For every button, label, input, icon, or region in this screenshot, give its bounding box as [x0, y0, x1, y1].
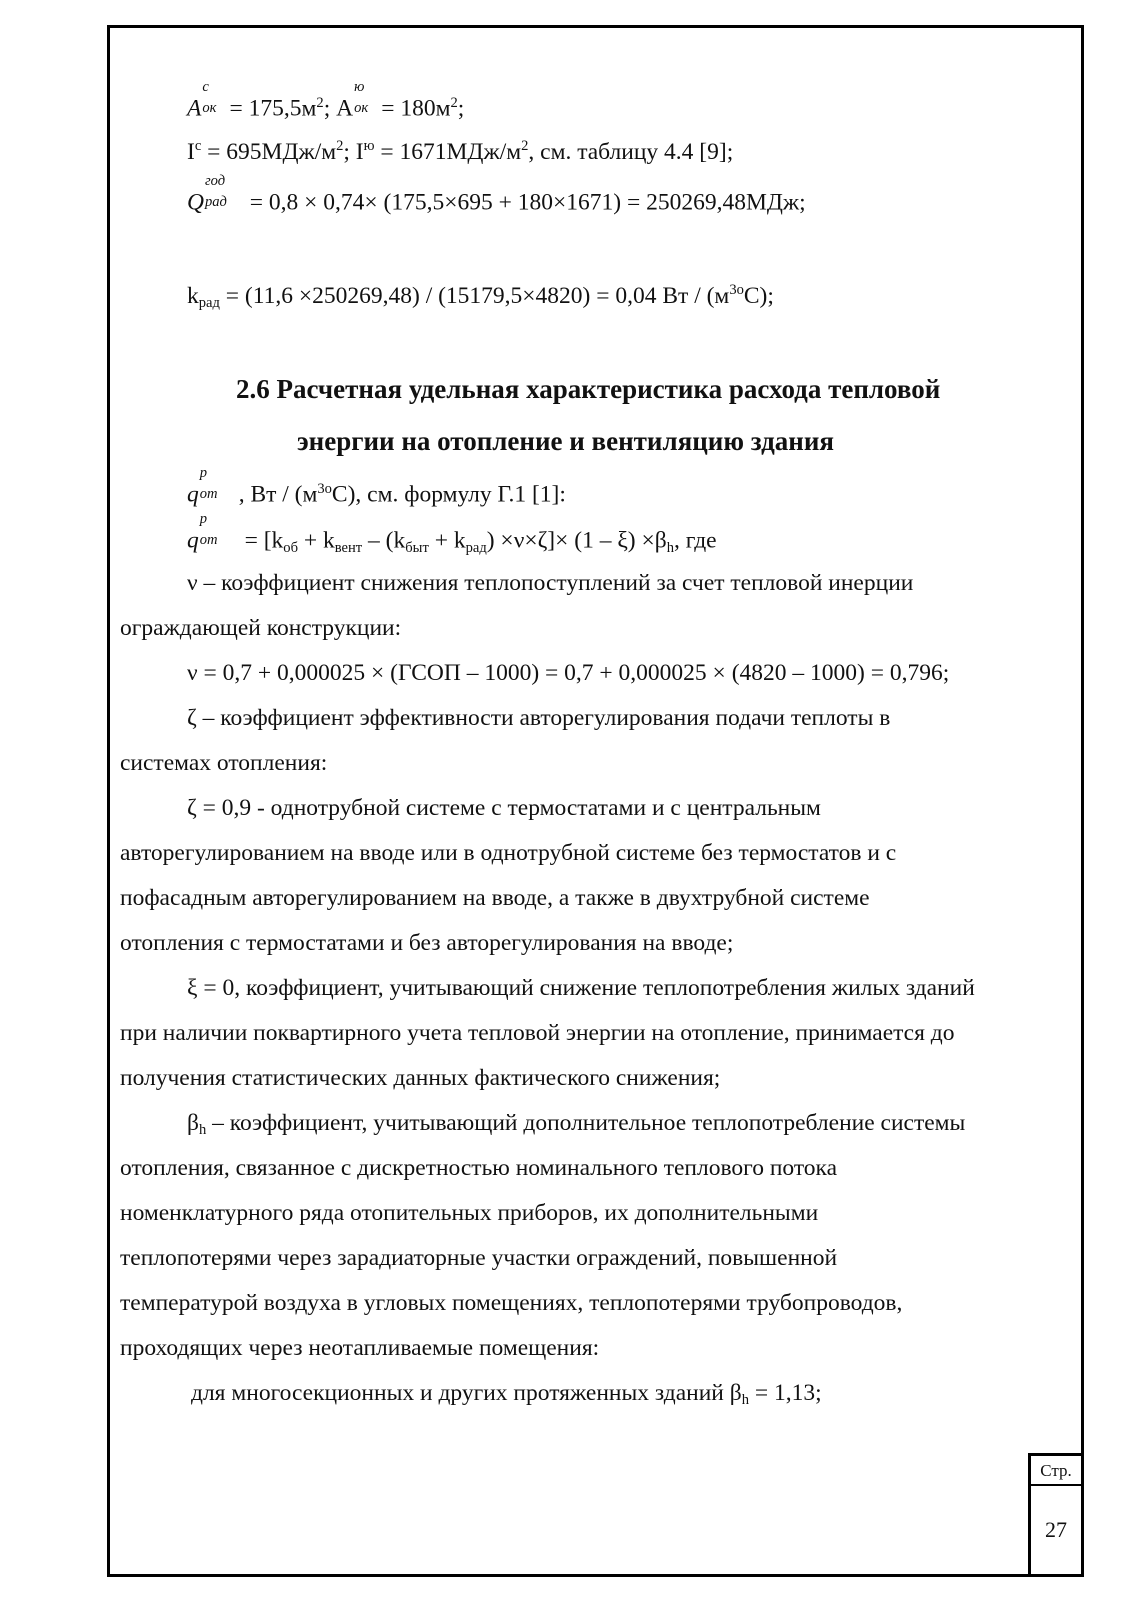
- beta-sub: h: [666, 539, 674, 556]
- q-ot-units-b: С), см. формулу Г.1 [1]:: [331, 481, 566, 508]
- zeta-value-line-4: отопления с термостатами и без авторегулирования на вводе;: [120, 930, 734, 956]
- q-ot-sub: от: [199, 486, 218, 502]
- q-ot-symbol: q: [187, 481, 199, 508]
- irradiance-formula: [187, 138, 733, 166]
- nu-definition-line-1: ν – коэффициент снижения теплопоступлений за счет тепловой инерции: [187, 570, 914, 596]
- q-ot-sub: от: [199, 532, 218, 548]
- nu-calculation: ν = 0,7 + 0,000025 × (ГСОП – 1000) = 0,7 + 0,000025 × (4820 – 1000) = 0,796;: [187, 660, 950, 686]
- beta-value-sub: h: [741, 1392, 749, 1409]
- beta-line-1-text: – коэффициент, учитывающий дополнительное теплопотребление системы: [206, 1110, 966, 1136]
- k-rad-unit-end: С);: [743, 283, 774, 309]
- page-number: 27: [1045, 1517, 1067, 1542]
- squared-sup: 2: [316, 94, 324, 111]
- q-rad-formula: [187, 173, 806, 217]
- xi-line-2: при наличии поквартирного учета тепловой энергии на отопление, принимается до: [120, 1020, 955, 1046]
- page-label: Стр.: [1031, 1456, 1081, 1486]
- q-ot-eq-d: + k: [428, 527, 466, 554]
- k-byt-sub: быт: [405, 539, 429, 556]
- beta-line-6: проходящих через неотапливаемые помещения:: [120, 1335, 600, 1361]
- xi-line-1: ξ = 0, коэффициент, учитывающий снижение теплопотребления жилых зданий: [187, 975, 975, 1001]
- area-north-sup: с: [202, 79, 209, 95]
- beta-symbol: β: [187, 1110, 199, 1136]
- zeta-definition-line-2: системах отопления:: [120, 750, 328, 776]
- q-ot-eq-b: + k: [297, 527, 335, 554]
- zeta-value-line-2: авторегулированием на вводе или в однотрубной системе без термостатов и с: [120, 840, 897, 866]
- q-rad-sub: рад: [204, 194, 227, 210]
- area-north-symbol: A: [187, 95, 202, 122]
- q-ot-eq-a: = [k: [238, 527, 284, 554]
- q-ot-eq-f: , где: [674, 527, 717, 554]
- k-rad-formula: [187, 282, 774, 310]
- k-rad-symbol: k: [187, 283, 199, 309]
- squared-sup: 2: [521, 138, 529, 155]
- q-ot-eq-e: ) ×ν×ζ]× (1 – ξ) ×β: [486, 527, 667, 554]
- k-rad-sub: рад: [198, 295, 220, 312]
- q-ot-sup: р: [199, 465, 208, 481]
- area-north-value: = 175,5м: [223, 95, 317, 122]
- beta-value: [191, 1379, 822, 1407]
- area-south-sub: ок: [354, 100, 369, 116]
- page-number-box: [1028, 1453, 1084, 1577]
- area-south-value: = 180м: [375, 95, 451, 122]
- squared-sup: 2: [450, 94, 458, 111]
- k-ob-sub: об: [283, 539, 298, 556]
- zeta-value-line-3: пофасадным авторегулированием на вводе, а также в двухтрубной системе: [120, 885, 870, 911]
- section-title-line-1: 2.6 Расчетная удельная характеристика расхода тепловой: [236, 374, 941, 404]
- irradiance-sep: ; I: [343, 139, 364, 165]
- q-ot-units-a: , Вт / (м: [238, 481, 318, 508]
- nu-definition-line-2: ограждающей конструкции:: [120, 615, 402, 641]
- zeta-definition-line-1: ζ – коэффициент эффективности авторегулирования подачи теплоты в: [187, 705, 891, 731]
- q-rad-symbol: Q: [187, 189, 204, 216]
- q-ot-equation: [187, 511, 717, 556]
- q-rad-expression: = 0,8 × 0,74× (175,5×695 + 180×1671) = 250269,48МДж;: [243, 189, 806, 216]
- squared-sup: 2: [336, 138, 344, 155]
- irradiance-ref: , см. таблицу 4.4 [9];: [528, 139, 734, 165]
- q-rad-sup: год: [204, 173, 226, 189]
- k-vent-sub: вент: [334, 539, 363, 556]
- beta-line-5: температурой воздуха в угловых помещениях, теплопотерями трубопроводов,: [120, 1290, 903, 1316]
- q-ot-symbol: q: [187, 527, 199, 554]
- k-rad-expression: = (11,6 ×250269,48) / (15179,5×4820) = 0,04 Вт / (м: [219, 283, 730, 309]
- beta-line-2: отопления, связанное с дискретностью номинального теплового потока: [120, 1155, 838, 1181]
- area-north-sub: ок: [202, 100, 217, 116]
- irradiance-yu-value: = 1671МДж/м: [374, 139, 522, 165]
- beta-line-1: [187, 1109, 965, 1137]
- section-title-line-2: энергии на отопление и вентиляцию здания: [297, 426, 834, 456]
- q-ot-sup: р: [199, 511, 208, 527]
- beta-value-text: для многосекционных и других протяженных зданий β: [191, 1380, 742, 1406]
- beta-line-3: номенклатурного ряда отопительных приборов, их дополнительными: [120, 1200, 819, 1226]
- area-south-symbol: ; A: [323, 95, 354, 122]
- area-south-sup: ю: [354, 79, 365, 95]
- beta-sub: h: [198, 1122, 207, 1139]
- irradiance-symbol: I: [187, 139, 195, 165]
- q-ot-units-sup: 3о: [317, 480, 332, 497]
- q-ot-eq-c: – (k: [362, 527, 406, 554]
- xi-line-3: получения статистических данных фактического снижения;: [120, 1065, 721, 1091]
- irradiance-sup-yu: ю: [363, 138, 375, 155]
- irradiance-sup-c: с: [194, 138, 202, 155]
- k-rad-sub: рад: [465, 539, 487, 556]
- window-area-formula: A с ок = $175,5м^2$; A ю ок = $180м^2$;: [187, 79, 465, 122]
- zeta-value-line-1: ζ = 0,9 - однотрубной системе с термостатами и с центральным: [187, 795, 821, 821]
- beta-value-number: = 1,13;: [748, 1380, 822, 1406]
- beta-line-4: теплопотерями через зарадиаторные участки ограждений, повышенной: [120, 1245, 838, 1271]
- q-ot-units: [187, 465, 566, 509]
- k-rad-unit-sup: 3о: [729, 282, 744, 299]
- irradiance-c-value: = 695МДж/м: [201, 139, 337, 165]
